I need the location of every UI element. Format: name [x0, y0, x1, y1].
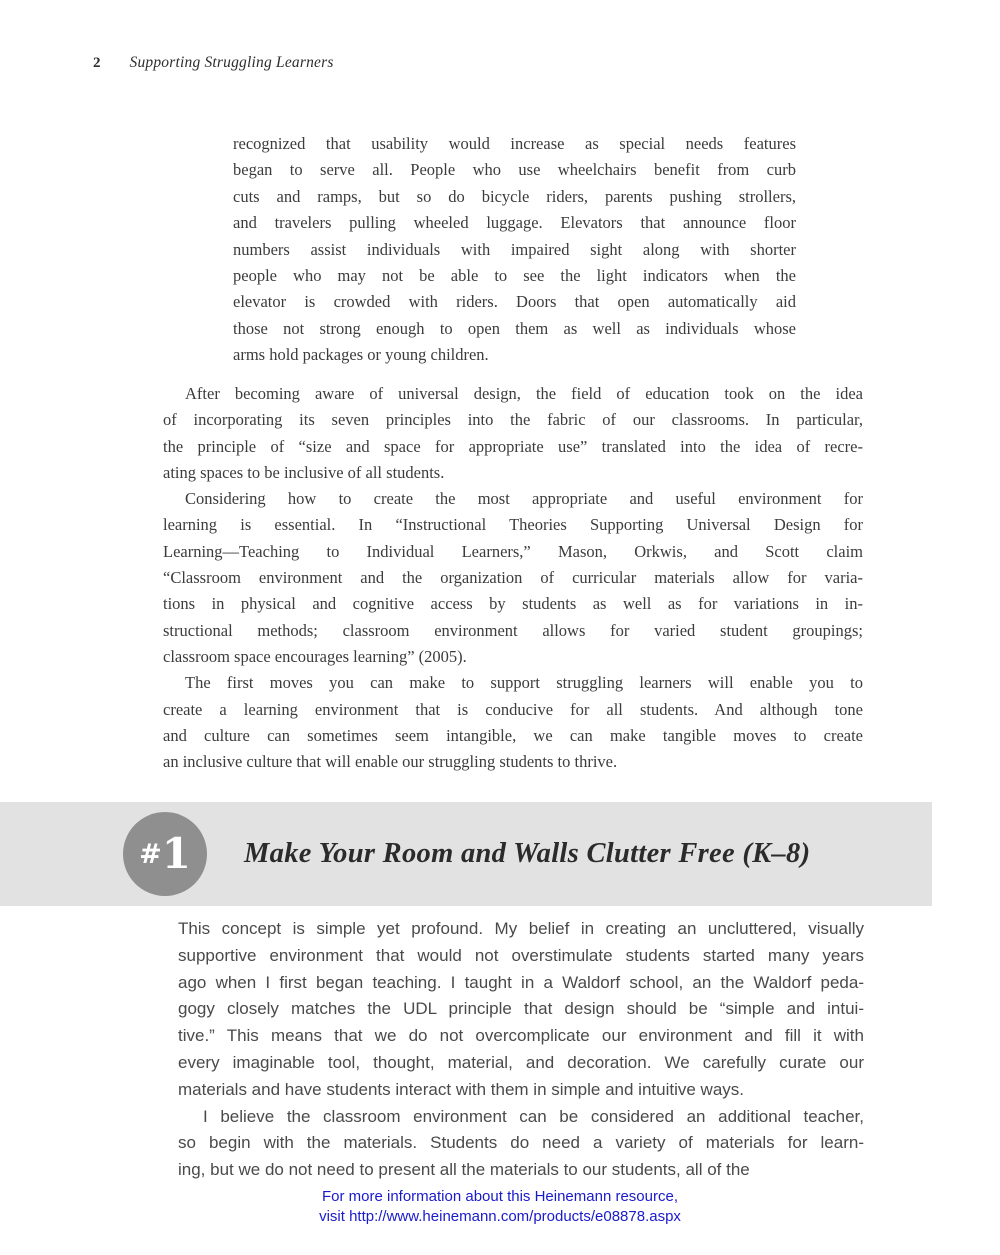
paragraph [163, 381, 863, 486]
block-quote [233, 131, 796, 369]
text-line: learning is essential. In “Instructional Theories Supporting Universal Design for [163, 515, 863, 535]
text-line: people who may not be able to see the light indicators when the [233, 266, 796, 286]
sans-body-paragraphs [178, 916, 864, 1184]
running-title: Supporting Struggling Learners [129, 54, 334, 71]
section-number-hash: # [139, 838, 162, 870]
text-line: and culture can sometimes seem intangible, we can make tangible moves to create [163, 725, 863, 745]
text-line: tive.” This means that we do not overcomplicate our environment and fill it with [178, 1026, 864, 1046]
text-line: those not strong enough to open them as well as individuals whose [233, 318, 796, 338]
text-line: The first moves you can make to support struggling learners will enable you to [185, 673, 863, 693]
section-number-badge [123, 812, 207, 896]
text-line: and travelers pulling wheeled luggage. Elevators that announce floor [233, 213, 796, 233]
text-line: structional methods; classroom environment allows for varied student groupings; [163, 620, 863, 640]
text-line: began to serve all. People who use wheelchairs benefit from curb [233, 160, 796, 180]
text-line: I believe the classroom environment can be considered an additional teacher, [203, 1106, 864, 1126]
paragraph [163, 486, 863, 670]
section-number: 1 [161, 829, 191, 878]
footer-note: For more information about this Heinemann resource, [321, 1188, 678, 1205]
section-title: Make Your Room and Walls Clutter Free (K–8) [244, 838, 811, 869]
text-line: the principle of “size and space for appropriate use” translated into the idea of recre- [163, 436, 863, 456]
text-line: numbers assist individuals with impaired sight along with shorter [233, 239, 796, 259]
text-line: This concept is simple yet profound. My belief in creating an uncluttered, visually [178, 919, 864, 938]
page-footer [0, 1187, 1000, 1226]
text-line: an inclusive culture that will enable our struggling students to thrive. [163, 752, 618, 772]
body-paragraphs [163, 381, 863, 775]
section-banner [0, 802, 932, 906]
text-line: materials and have students interact with them in simple and intuitive ways. [178, 1079, 744, 1099]
text-line: Considering how to create the most appropriate and useful environment for [185, 489, 863, 509]
page-number: 2 [93, 55, 101, 71]
paragraph [178, 1104, 864, 1184]
text-line: Learning—Teaching to Individual Learners,” Mason, Orkwis, and Scott claim [163, 541, 863, 561]
text-line: elevator is crowded with riders. Doors that open automatically aid [233, 292, 796, 312]
text-line: “Classroom environment and the organization of curricular materials allow for varia- [163, 568, 863, 588]
text-line: gogy closely matches the UDL principle that design should be “simple and intui- [178, 999, 864, 1019]
text-line: create a learning environment that is conducive for all students. And although tone [163, 699, 863, 719]
text-line: so begin with the materials. Students do need a variety of materials for learn- [178, 1133, 864, 1153]
text-line: arms hold packages or young children. [233, 345, 489, 365]
text-line: every imaginable tool, thought, material, and decoration. We carefully curate our [178, 1052, 864, 1072]
paragraph [178, 916, 864, 1104]
text-line: ago when I first began teaching. I taught in a Waldorf school, an the Waldorf peda- [178, 972, 864, 992]
text-line: After becoming aware of universal design, the field of education took on the idea [185, 384, 863, 403]
footer-link[interactable]: visit http://www.heinemann.com/products/e08878.aspx [319, 1207, 681, 1225]
text-line: cuts and ramps, but so do bicycle riders, parents pushing strollers, [233, 186, 796, 206]
page-header [93, 54, 334, 72]
text-line: recognized that usability would increase as special needs features [233, 134, 796, 153]
text-line: of incorporating its seven principles into the fabric of our classrooms. In particular, [163, 410, 863, 430]
paragraph [163, 670, 863, 775]
text-line: classroom space encourages learning” (2005). [163, 646, 467, 666]
text-line: ating spaces to be inclusive of all students. [163, 462, 445, 482]
text-line: supportive environment that would not overstimulate students started many years [178, 945, 864, 965]
text-line: ing, but we do not need to present all the materials to our students, all of the [178, 1160, 750, 1180]
text-line: tions in physical and cognitive access by students as well as for variations in in- [163, 594, 863, 614]
